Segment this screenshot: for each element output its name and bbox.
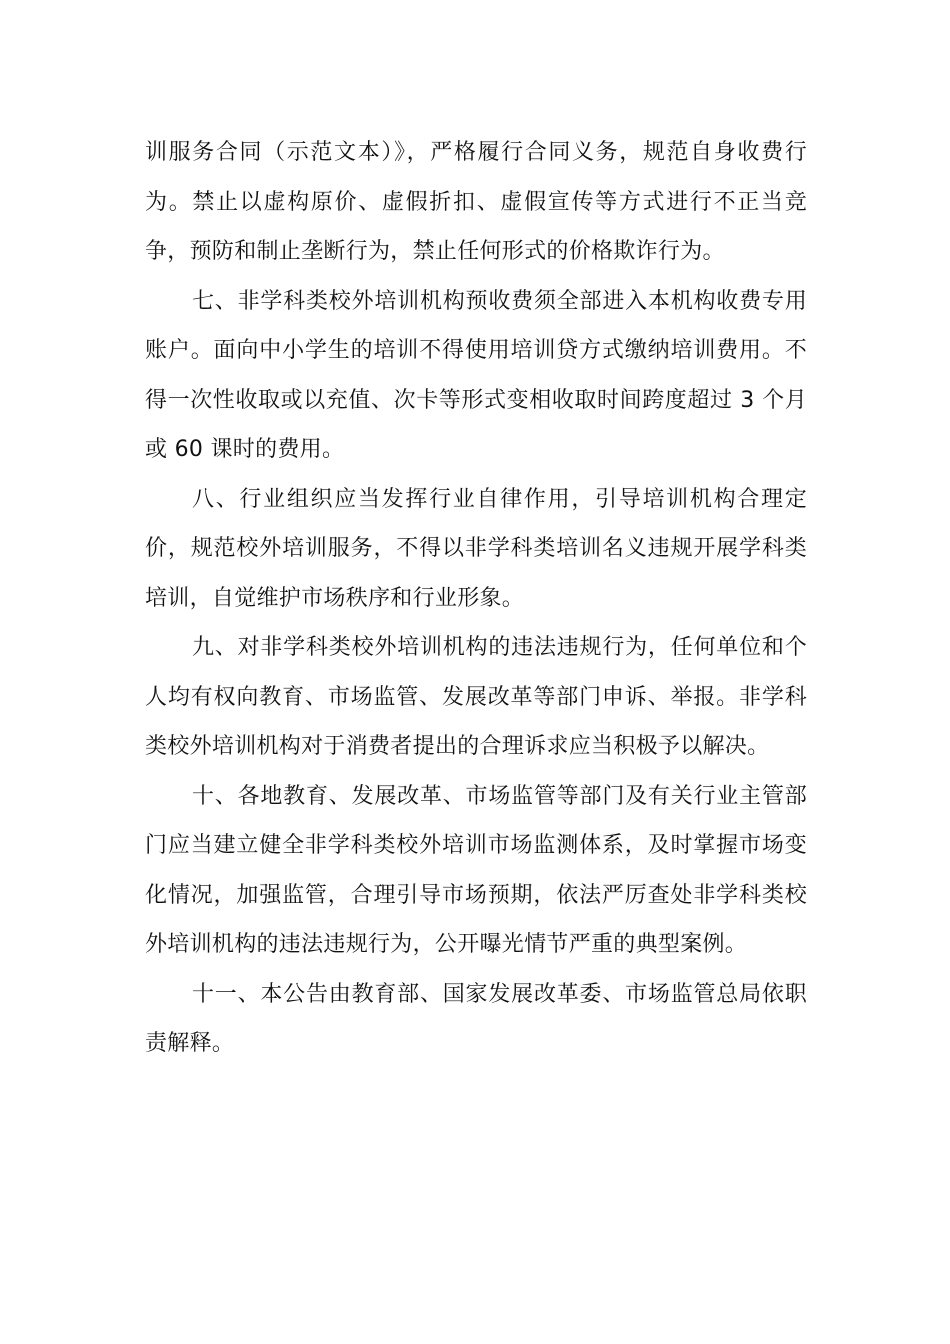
document-body [145,128,807,1069]
paragraph-clause-9: 九、对非学科类校外培训机构的违法违规行为，任何单位和个人均有权向教育、市场监管、发展改革等部门申诉、举报。非学科类校外培训机构对于消费者提出的合理诉求应当积极予以解决。 [145,635,807,759]
paragraph-clause-10: 十、各地教育、发展改革、市场监管等部门及有关行业主管部门应当建立健全非学科类校外培训市场监测体系，及时掌握市场变化情况，加强监管，合理引导市场预期，依法严厉查处非学科类校外培训机构的违法违规行为，公开曝光情节严重的典型案例。 [145,783,807,957]
paragraph-clause-7: 七、非学科类校外培训机构预收费须全部进入本机构收费专用账户。面向中小学生的培训不得使用培训贷方式缴纳培训费用。不得一次性收取或以充值、次卡等形式变相收取时间跨度超过 3 个月或 60 课时的费用。 [145,288,807,462]
paragraph-clause-8: 八、行业组织应当发挥行业自律作用，引导培训机构合理定价，规范校外培训服务，不得以非学科类培训名义违规开展学科类培训，自觉维护市场秩序和行业形象。 [145,486,807,611]
paragraph-continuation: 训服务合同（示范文本）》，严格履行合同义务，规范自身收费行为。禁止以虚构原价、虚假折扣、虚假宣传等方式进行不正当竞争，预防和制止垄断行为，禁止任何形式的价格欺诈行为。 [145,140,807,264]
paragraph-clause-11: 十一、本公告由教育部、国家发展改革委、市场监管总局依职责解释。 [145,981,807,1056]
